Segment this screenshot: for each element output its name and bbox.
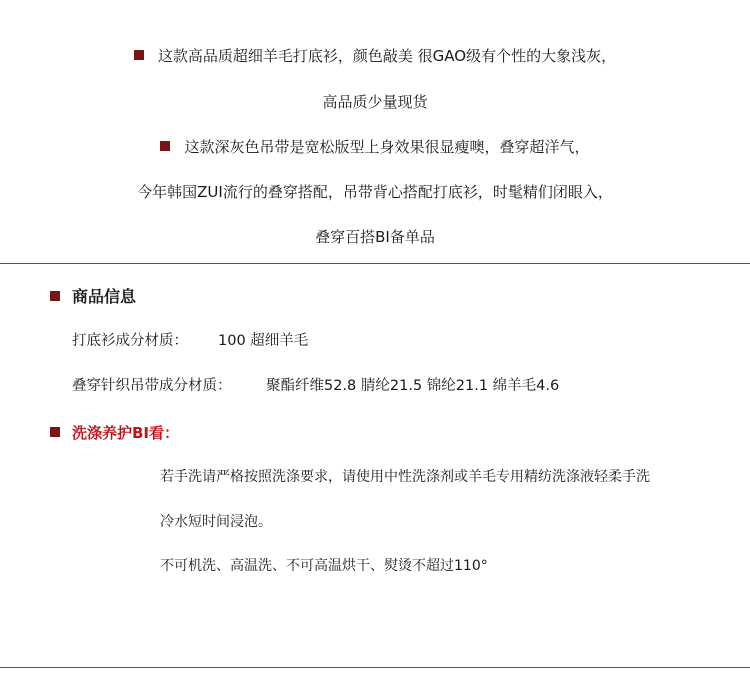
- material-label: 叠穿针织吊带成分材质：: [72, 378, 232, 394]
- care-heading-text: 洗涤养护BI看：: [72, 424, 180, 442]
- section-divider-top: [0, 263, 750, 264]
- bullet-square-icon: [160, 141, 170, 151]
- bullet-square-icon: [50, 291, 60, 301]
- material-value-base: 100 超细羊毛: [218, 333, 309, 349]
- section-divider-bottom: [0, 667, 750, 668]
- intro-line-1: [0, 46, 750, 66]
- bullet-square-icon: [50, 427, 60, 437]
- intro-line-5: 叠穿百搭BI备单品: [315, 228, 435, 246]
- care-line-3: 不可机洗、高温洗、不可高温烘干、熨烫不超过110°: [160, 558, 488, 574]
- care-line-1: 若手洗请严格按照洗涤要求，请使用中性洗涤剂或羊毛专用精纺洗涤液轻柔手洗: [160, 469, 650, 485]
- intro-line-3: [0, 137, 750, 157]
- material-label: 打底衫成分材质：: [72, 333, 188, 349]
- material-row-camisole: [72, 376, 232, 396]
- intro-line-1-text: 这款高品质超细羊毛打底衫，颜色敲美 很GAO级有个性的大象浅灰，: [157, 47, 617, 65]
- bullet-square-icon: [134, 50, 144, 60]
- care-heading: [50, 422, 179, 443]
- product-info-heading: [50, 284, 136, 307]
- care-line-2: 冷水短时间浸泡。: [160, 514, 272, 530]
- product-info-heading-text: 商品信息: [72, 287, 137, 306]
- intro-line-3-text: 这款深灰色吊带是宽松版型上身效果很显瘦噢，叠穿超洋气，: [184, 138, 590, 156]
- material-row-base: [72, 331, 188, 351]
- intro-line-2: 高品质少量现货: [322, 93, 428, 111]
- intro-line-4: 今年韩国ZUI流行的叠穿搭配，吊带背心搭配打底衫，时髦精们闭眼入，: [137, 183, 613, 201]
- material-value-camisole: 聚酯纤维52.8 腈纶21.5 锦纶21.1 绵羊毛4.6: [266, 378, 560, 394]
